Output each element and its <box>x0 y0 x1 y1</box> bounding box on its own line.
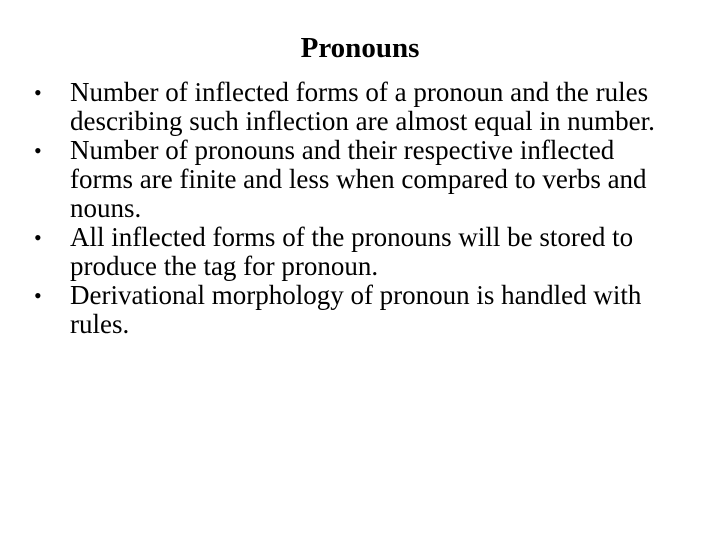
bullet-text: Number of pronouns and their respective inflected forms are finite and less when compared to verbs and nouns. <box>70 135 647 223</box>
bullet-marker-icon: • <box>34 80 42 105</box>
bullet-text: All inflected forms of the pronouns will be stored to produce the tag for pronoun. <box>70 222 634 281</box>
bullet-item <box>34 78 674 136</box>
bullet-text: Derivational morphology of pronoun is handled with rules. <box>70 280 642 339</box>
bullet-item <box>34 281 674 339</box>
bullet-marker-icon: • <box>34 225 42 250</box>
slide-title: Pronouns <box>300 32 420 64</box>
bullet-marker-icon: • <box>34 138 42 163</box>
bullet-marker-icon: • <box>34 283 42 308</box>
bullet-text: Number of inflected forms of a pronoun and the rules describing such inflection are almost equal in number. <box>70 77 655 136</box>
bullet-list <box>34 78 674 339</box>
bullet-item <box>34 136 674 223</box>
bullet-item <box>34 223 674 281</box>
